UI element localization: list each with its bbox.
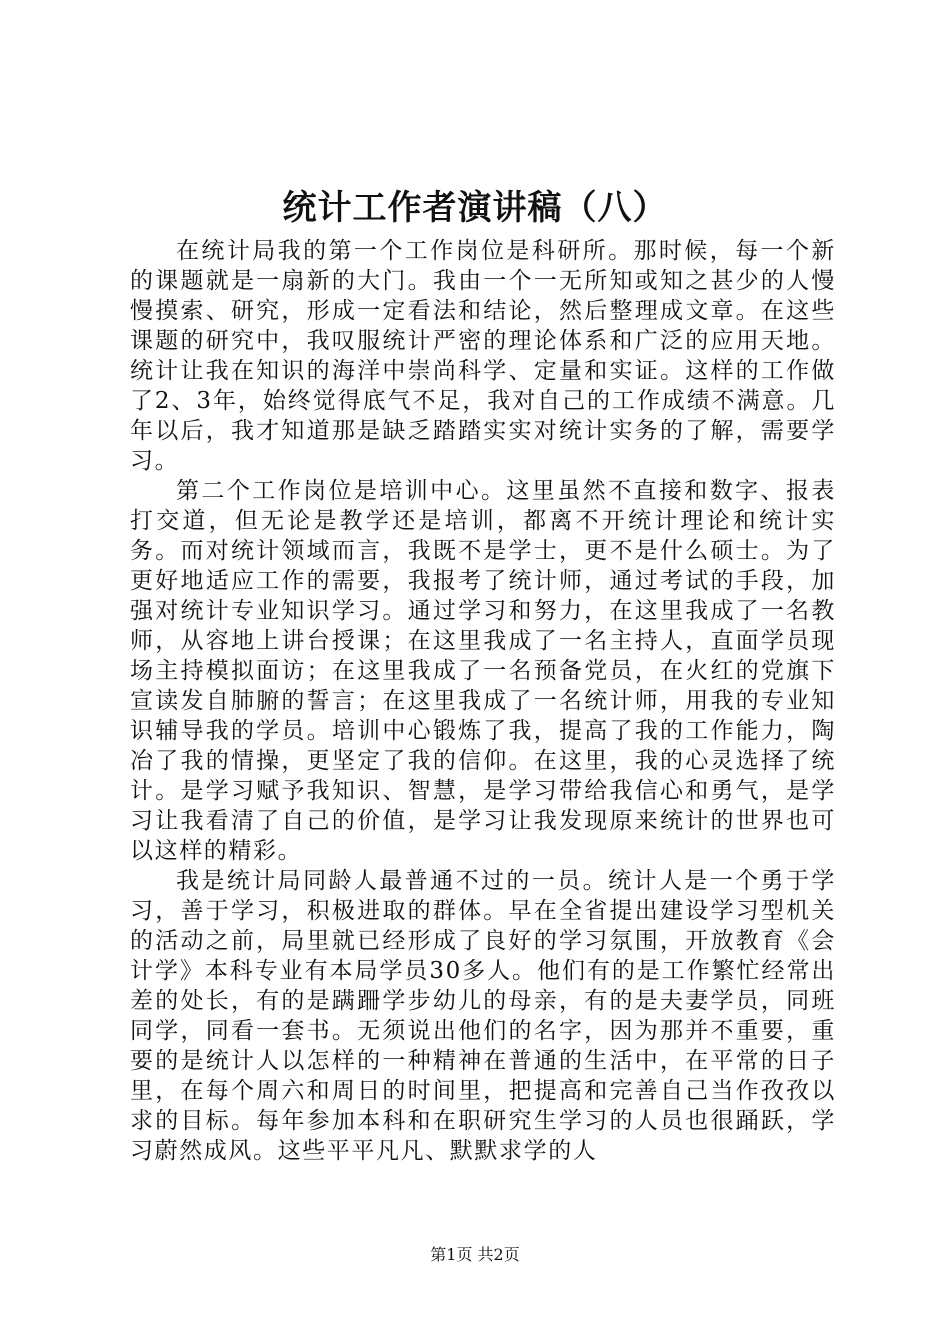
document-body bbox=[130, 236, 836, 1166]
paragraph-1: 在统计局我的第一个工作岗位是科研所。那时候，每一个新的课题就是一扇新的大门。我由一个一无所知或知之甚少的人慢慢摸索、研究，形成一定看法和结论，然后整理成文章。在这些课题的研究中，我叹服统计严密的理论体系和广泛的应用天地。统计让我在知识的海洋中崇尚科学、定量和实证。这样的工作做了2、3年，始终觉得底气不足，我对自己的工作成绩不满意。几年以后，我才知道那是缺乏踏踏实实对统计实务的了解，需要学习。 bbox=[130, 238, 836, 474]
paragraph-2: 第二个工作岗位是培训中心。这里虽然不直接和数字、报表打交道，但无论是教学还是培训，都离不开统计理论和统计实务。而对统计领域而言，我既不是学士，更不是什么硕士。为了更好地适应工作的需要，我报考了统计师，通过考试的手段，加强对统计专业知识学习。通过学习和努力，在这里我成了一名教师，从容地上讲台授课；在这里我成了一名主持人，直面学员现场主持模拟面访；在这里我成了一名预备党员，在火红的党旗下宣读发自肺腑的誓言；在这里我成了一名统计师，用我的专业知识辅导我的学员。培训中心锻炼了我，提高了我的工作能力，陶冶了我的情操，更坚定了我的信仰。在这里，我的心灵选择了统计。是学习赋予我知识、智慧，是学习带给我信心和勇气，是学习让我看清了自己的价值，是学习让我发现原来统计的世界也可以这样的精彩。 bbox=[130, 478, 836, 864]
document-title: 统计工作者演讲稿（八） bbox=[282, 188, 668, 228]
page-footer: 第1页 共2页 bbox=[430, 1245, 520, 1264]
paragraph-3: 我是统计局同龄人最普通不过的一员。统计人是一个勇于学习，善于学习，积极进取的群体。早在全省提出建设学习型机关的活动之前，局里就已经形成了良好的学习氛围，开放教育《会计学》本科专业有本局学员30多人。他们有的是工作繁忙经常出差的处长，有的是蹒跚学步幼儿的母亲，有的是夫妻学员，同班同学，同看一套书。无须说出他们的名字，因为那并不重要，重要的是统计人以怎样的一种精神在普通的生活中，在平常的日子里，在每个周六和周日的时间里，把提高和完善自己当作孜孜以求的目标。每年参加本科和在职研究生学习的人员也很踊跃，学习蔚然成风。这些平平凡凡、默默求学的人 bbox=[130, 868, 836, 1164]
